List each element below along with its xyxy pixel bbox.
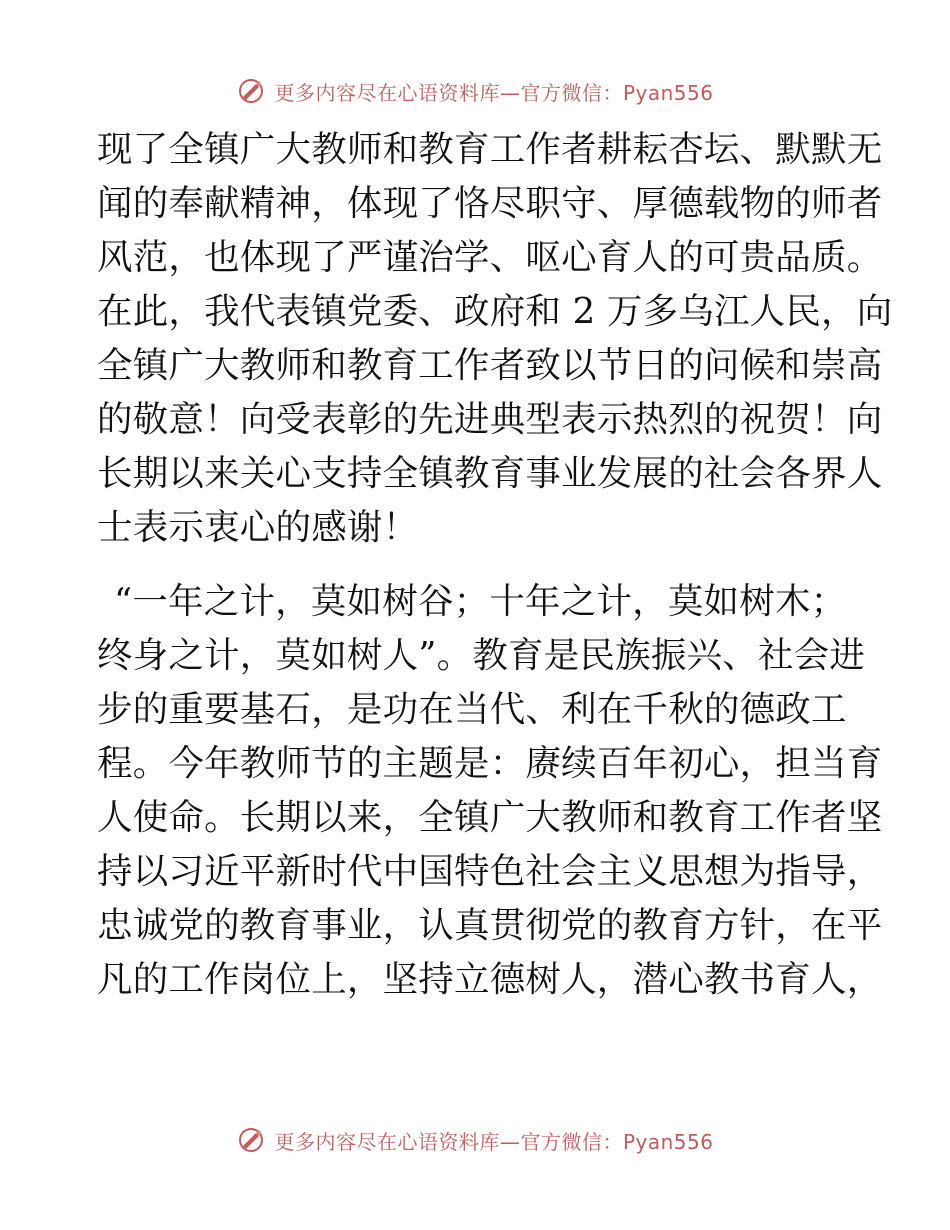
header-watermark <box>0 71 950 111</box>
watermark-text: 更多内容尽在心语资料库—官方微信：Pyan556 <box>274 1129 714 1154</box>
pen-logo-icon <box>236 1125 266 1155</box>
text-line: 风范，也体现了严谨治学、呕心育人的可贵品质。 <box>97 237 883 278</box>
text-line: 现了全镇广大教师和教育工作者耕耘杏坛、默默无 <box>97 129 883 170</box>
watermark-text: 更多内容尽在心语资料库—官方微信：Pyan556 <box>274 80 714 105</box>
text-line: 在此，我代表镇党委、政府和 2 万多乌江人民，向 <box>97 291 893 332</box>
text-line: 凡的工作岗位上，坚持立德树人，潜心教书育人， <box>97 959 883 1000</box>
text-line: 士表示衷心的感谢！ <box>97 507 419 548</box>
text-line: 闻的奉献精神，体现了恪尽职守、厚德载物的师者 <box>97 183 883 224</box>
text-line: 全镇广大教师和教育工作者致以节日的问候和崇高 <box>97 345 883 386</box>
text-line: 的敬意！向受表彰的先进典型表示热烈的祝贺！向 <box>97 399 883 440</box>
text-line: 持以习近平新时代中国特色社会主义思想为指导， <box>97 851 883 892</box>
text-line: 忠诚党的教育事业，认真贯彻党的教育方针，在平 <box>97 905 883 946</box>
pen-logo-icon <box>236 76 266 106</box>
text-line: 程。今年教师节的主题是：赓续百年初心，担当育 <box>97 743 883 784</box>
paragraph <box>97 123 893 555</box>
text-line: 步的重要基石，是功在当代、利在千秋的德政工 <box>97 689 847 730</box>
paragraph <box>97 575 883 1007</box>
document-body <box>97 123 893 1007</box>
text-line: “一年之计，莫如树谷；十年之计，莫如树木； <box>114 581 847 622</box>
footer-watermark <box>0 1120 950 1160</box>
text-line: 长期以来关心支持全镇教育事业发展的社会各界人 <box>97 453 883 494</box>
text-line: 人使命。长期以来，全镇广大教师和教育工作者坚 <box>97 797 883 838</box>
paragraph-spacer <box>97 555 847 575</box>
text-line: 终身之计，莫如树人”。教育是民族振兴、社会进 <box>97 635 866 676</box>
